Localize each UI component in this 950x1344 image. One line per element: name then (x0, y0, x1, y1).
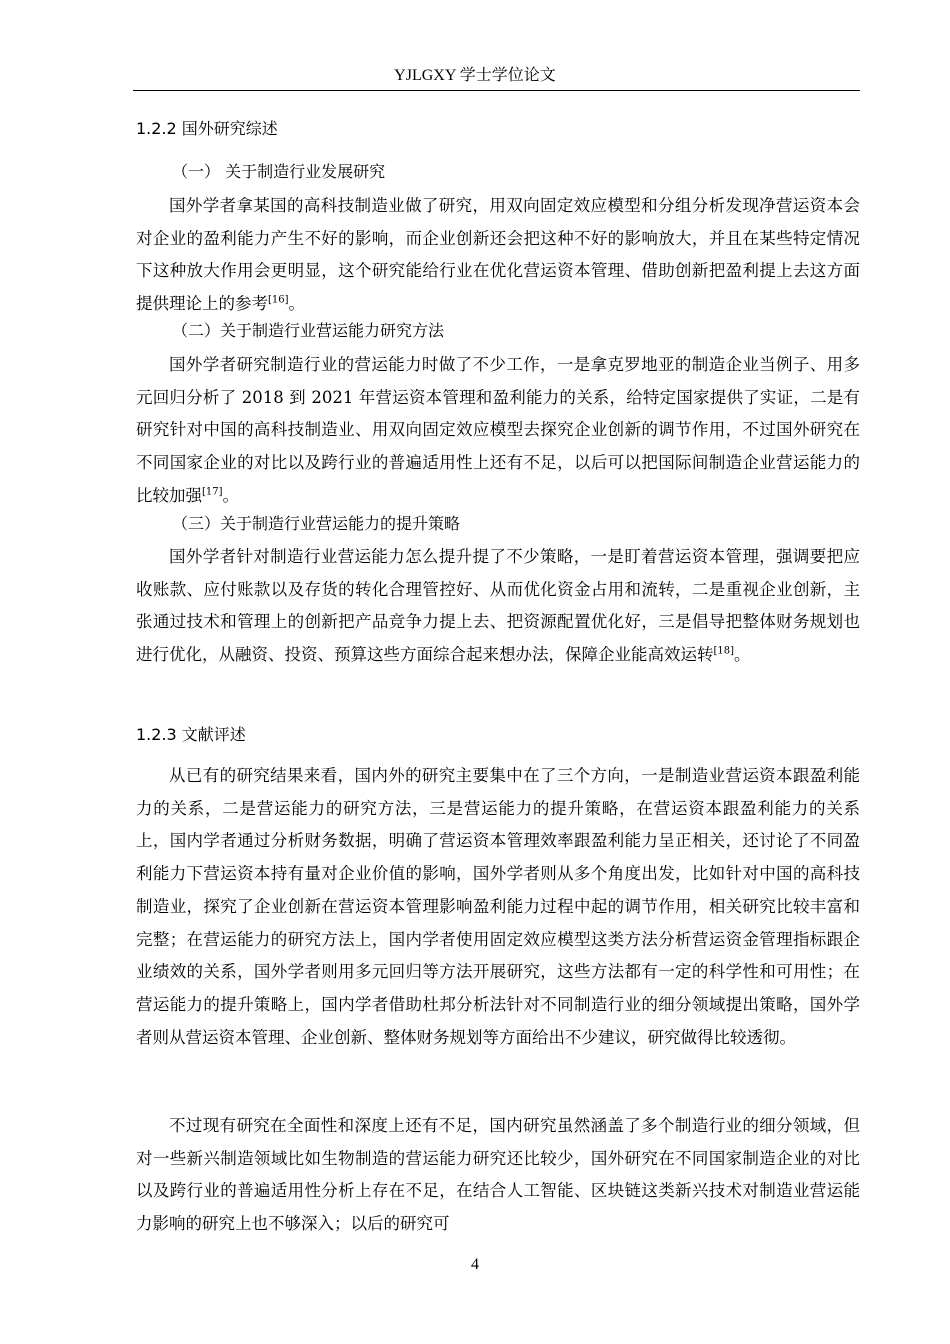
paragraph-literature-summary: 从已有的研究结果来看，国内外的研究主要集中在了三个方向，一是制造业营运资本跟盈利能力的关系，二是营运能力的研究方法，三是营运能力的提升策略，在营运资本跟盈利能力的关系上，国内学者通过分析财务数据，明确了营运资本管理效率跟盈利能力呈正相关，还讨论了不同盈利能力下营运资本持有量对企业价值的影响，国外学者则从多个角度出发，比如针对中国的高科技制造业，探究了企业创新在营运资本管理影响盈利能力过程中起的调节作用，相关研究比较丰富和完整；在营运能力的研究方法上，国内学者使用固定效应模型这类方法分析营运资金管理指标跟企业绩效的关系，国外学者则用多元回归等方法开展研究，这些方法都有一定的科学性和可用性；在营运能力的提升策略上，国内学者借助杜邦分析法针对不同制造行业的细分领域提出策略，国外学者则从营运资本管理、企业创新、整体财务规划等方面给出不少建议，研究做得比较透彻。 (136, 766, 860, 1047)
header-divider (133, 90, 860, 91)
subsection-title-research-methods: （二）关于制造行业营运能力研究方法 (172, 321, 445, 340)
paragraph-text: 国外学者研究制造行业的营运能力时做了不少工作，一是拿克罗地亚的制造企业当例子、用多元回归分析了 2018 到 2021 年营运资本管理和盈利能力的关系，给特定国家提供了实证，二是有研究针对中国的高科技制造业、用双向固定效应模型去探究企业创新的调节作用，不过国外研究在不同国家企业的对比以及跨行业的普遍适用性上还有不足，以后可以把国际间制造企业营运能力的比较加强 (136, 355, 860, 505)
subsection-title-industry-development: （一） 关于制造行业发展研究 (172, 162, 386, 181)
subsection-title-improvement-strategies: （三）关于制造行业营运能力的提升策略 (172, 514, 461, 533)
paragraph-industry-development (136, 190, 860, 321)
running-header-title: YJLGXY 学士学位论文 (394, 67, 556, 84)
paragraph-text: 国外学者针对制造行业营运能力怎么提升提了不少策略，一是盯着营运资本管理，强调要把应收账款、应付账款以及存货的转化合理管控好、从而优化资金占用和流转，二是重视企业创新，主张通过技术和管理上的创新把产品竞争力提上去、把资源配置优化好，三是倡导把整体财务规划也进行优化，从融资、投资、预算这些方面综合起来想办法，保障企业能高效运转 (136, 547, 860, 665)
citation-18: [18] (713, 645, 735, 657)
paragraph-research-gaps: 不过现有研究在全面性和深度上还有不足，国内研究虽然涵盖了多个制造行业的细分领域，但对一些新兴制造领域比如生物制造的营运能力研究还比较少，国外研究在不同国家制造企业的对比以及跨行业的普遍适用性分析上存在不足，在结合人工智能、区块链这类新兴技术对制造业营运能力影响的研究上也不够深入；以后的研究可 (136, 1116, 860, 1234)
paragraph-research-methods (136, 349, 860, 513)
section-heading-literature-review: 1.2.3 文献评述 (136, 725, 246, 744)
citation-16: [16] (268, 294, 289, 306)
citation-17: [17] (202, 486, 223, 498)
paragraph-improvement-strategies (136, 541, 860, 672)
paragraph-end-punct: 。 (734, 645, 751, 665)
paragraph-end-punct: 。 (222, 485, 240, 505)
page-number: 4 (471, 1256, 479, 1273)
paragraph-end-punct: 。 (288, 294, 306, 314)
section-heading-foreign-review: 1.2.2 国外研究综述 (136, 119, 278, 138)
paragraph-text: 国外学者拿某国的高科技制造业做了研究，用双向固定效应模型和分组分析发现净营运资本会对企业的盈利能力产生不好的影响，而企业创新还会把这种不好的影响放大，并且在某些特定情况下这种放大作用会更明显，这个研究能给行业在优化营运资本管理、借助创新把盈利提上去这方面提供理论上的参考 (136, 196, 860, 314)
